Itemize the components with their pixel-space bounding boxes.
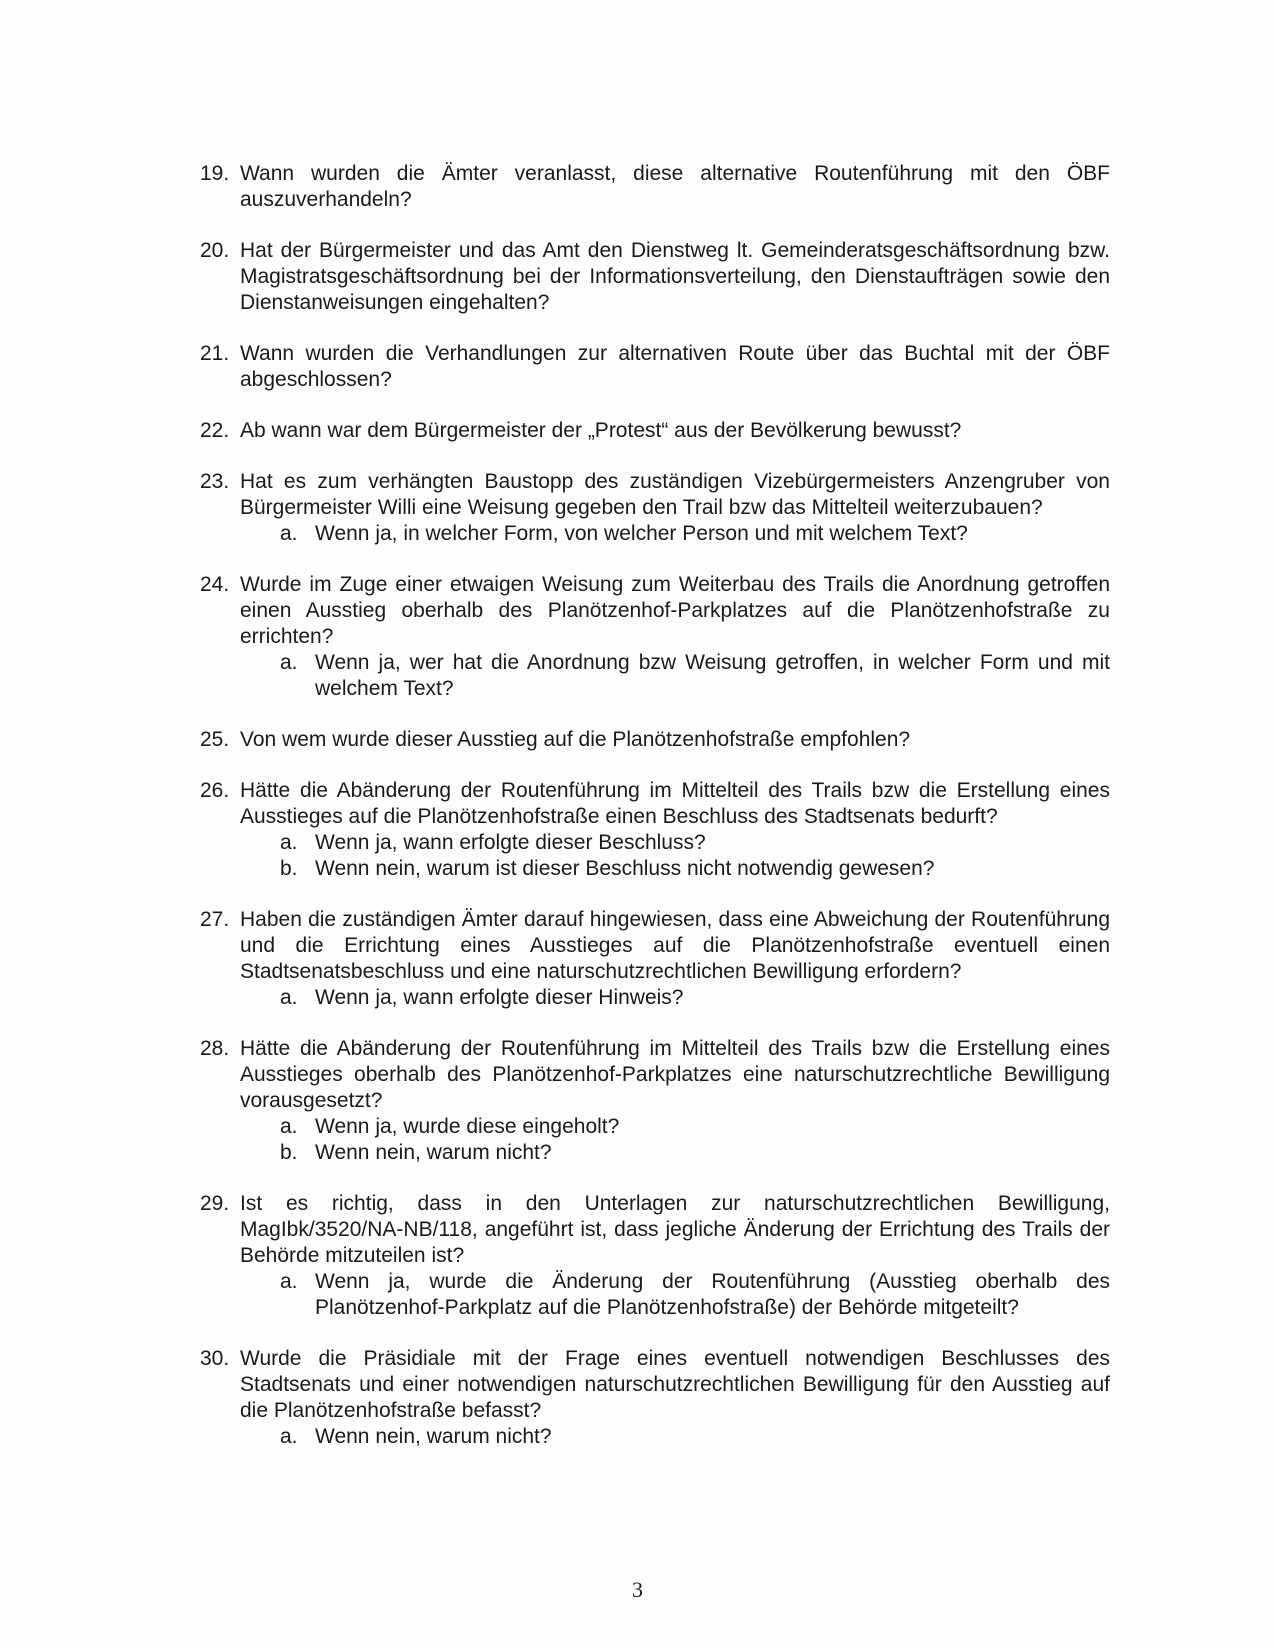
- sub-question-label: a.: [280, 1425, 298, 1448]
- question-item: [200, 469, 1110, 547]
- sub-question-label: a.: [280, 986, 298, 1009]
- question-text: Hat es zum verhängten Baustopp des zuständigen Vizebürgermeisters Anzengruber von Bürgermeister Willi eine Weisung gegeben den Trail bzw das Mittelteil weiterzubauen?: [240, 470, 1110, 519]
- question-item: [200, 907, 1110, 1011]
- sub-question: [240, 1140, 1110, 1166]
- sub-question-text: Wenn ja, wurde die Änderung der Routenführung (Ausstieg oberhalb des Planötzenhof-Parkplatz auf die Planötzenhofstraße) der Behörde mitgeteilt?: [315, 1270, 1110, 1319]
- question-item: [200, 1036, 1110, 1166]
- question-number: 27.: [200, 908, 230, 931]
- page-number: 3: [632, 1577, 643, 1602]
- sub-question: [240, 1114, 1110, 1140]
- question-number: 26.: [200, 779, 230, 802]
- question-text: Hätte die Abänderung der Routenführung im Mittelteil des Trails bzw die Erstellung eines Ausstieges oberhalb des Planötzenhof-Parkplatzes eine naturschutzrechtliche Bewilligung vorausgesetzt?: [240, 1037, 1110, 1112]
- sub-question: [240, 830, 1110, 856]
- question-text: Ab wann war dem Bürgermeister der „Protest“ aus der Bevölkerung bewusst?: [240, 419, 962, 442]
- question-item: [200, 238, 1110, 316]
- question-number: 21.: [200, 342, 230, 365]
- question-item: [200, 727, 1110, 753]
- question-number: 24.: [200, 573, 230, 596]
- sub-question-text: Wenn nein, warum nicht?: [315, 1425, 552, 1448]
- question-number: 29.: [200, 1192, 230, 1215]
- question-number: 28.: [200, 1037, 230, 1060]
- question-text: Hätte die Abänderung der Routenführung im Mittelteil des Trails bzw die Erstellung eines Ausstieges auf die Planötzenhofstraße einen Beschluss des Stadtsenats bedurft?: [240, 779, 1110, 828]
- question-item: [200, 778, 1110, 882]
- question-number: 30.: [200, 1347, 230, 1370]
- sub-question: [240, 1424, 1110, 1450]
- sub-question: [240, 1269, 1110, 1321]
- question-text: Wann wurden die Ämter veranlasst, diese alternative Routenführung mit den ÖBF auszuverhandeln?: [240, 162, 1110, 211]
- sub-question-label: b.: [280, 857, 298, 880]
- sub-question-label: a.: [280, 1115, 298, 1138]
- question-item: [200, 341, 1110, 393]
- question-item: [200, 418, 1110, 444]
- sub-question-label: a.: [280, 1270, 298, 1293]
- question-number: 25.: [200, 728, 230, 751]
- sub-question-text: Wenn ja, wann erfolgte dieser Beschluss?: [315, 831, 706, 854]
- sub-question: [240, 985, 1110, 1011]
- question-text: Hat der Bürgermeister und das Amt den Dienstweg lt. Gemeinderatsgeschäftsordnung bzw. Magistratsgeschäftsordnung bei der Informationsverteilung, den Dienstaufträgen sowie den Dienstanweisungen eingehalten?: [240, 239, 1110, 314]
- sub-question: [240, 650, 1110, 702]
- question-list: [200, 161, 1110, 1475]
- sub-question-label: a.: [280, 831, 298, 854]
- sub-question: [240, 856, 1110, 882]
- sub-question-label: a.: [280, 651, 298, 674]
- sub-question-text: Wenn ja, in welcher Form, von welcher Person und mit welchem Text?: [315, 522, 968, 545]
- sub-question-label: a.: [280, 522, 298, 545]
- sub-question-text: Wenn ja, wer hat die Anordnung bzw Weisung getroffen, in welcher Form und mit welchem Text?: [315, 651, 1110, 700]
- question-item: [200, 572, 1110, 702]
- question-item: [200, 1346, 1110, 1450]
- question-text: Ist es richtig, dass in den Unterlagen zur naturschutzrechtlichen Bewilligung, MagIbk/3520/NA-NB/118, angeführt ist, dass jegliche Änderung der Errichtung des Trails der Behörde mitzuteilen ist?: [240, 1192, 1110, 1267]
- question-number: 19.: [200, 162, 230, 185]
- sub-question: [240, 521, 1110, 547]
- question-text: Wann wurden die Verhandlungen zur alternativen Route über das Buchtal mit der ÖBF abgeschlossen?: [240, 342, 1110, 391]
- question-item: [200, 1191, 1110, 1321]
- sub-question-text: Wenn nein, warum nicht?: [315, 1141, 552, 1164]
- sub-question-text: Wenn ja, wurde diese eingeholt?: [315, 1115, 620, 1138]
- question-text: Von wem wurde dieser Ausstieg auf die Planötzenhofstraße empfohlen?: [240, 728, 911, 751]
- question-text: Wurde die Präsidiale mit der Frage eines eventuell notwendigen Beschlusses des Stadtsenats und einer notwendigen naturschutzrechtlichen Bewilligung für den Ausstieg auf die Planötzenhofstraße befasst?: [240, 1347, 1110, 1422]
- question-text: Haben die zuständigen Ämter darauf hingewiesen, dass eine Abweichung der Routenführung und die Errichtung eines Ausstieges auf die Planötzenhofstraße eventuell einen Stadtsenatsbeschluss und eine naturschutzrechtlichen Bewilligung erfordern?: [240, 908, 1110, 983]
- sub-question-text: Wenn ja, wann erfolgte dieser Hinweis?: [315, 986, 684, 1009]
- question-number: 20.: [200, 239, 230, 262]
- sub-question-label: b.: [280, 1141, 298, 1164]
- question-number: 23.: [200, 470, 230, 493]
- question-item: [200, 161, 1110, 213]
- question-number: 22.: [200, 419, 230, 442]
- sub-question-text: Wenn nein, warum ist dieser Beschluss nicht notwendig gewesen?: [315, 857, 935, 880]
- question-text: Wurde im Zuge einer etwaigen Weisung zum Weiterbau des Trails die Anordnung getroffen einen Ausstieg oberhalb des Planötzenhof-Parkplatzes auf die Planötzenhofstraße zu errichten?: [240, 573, 1110, 648]
